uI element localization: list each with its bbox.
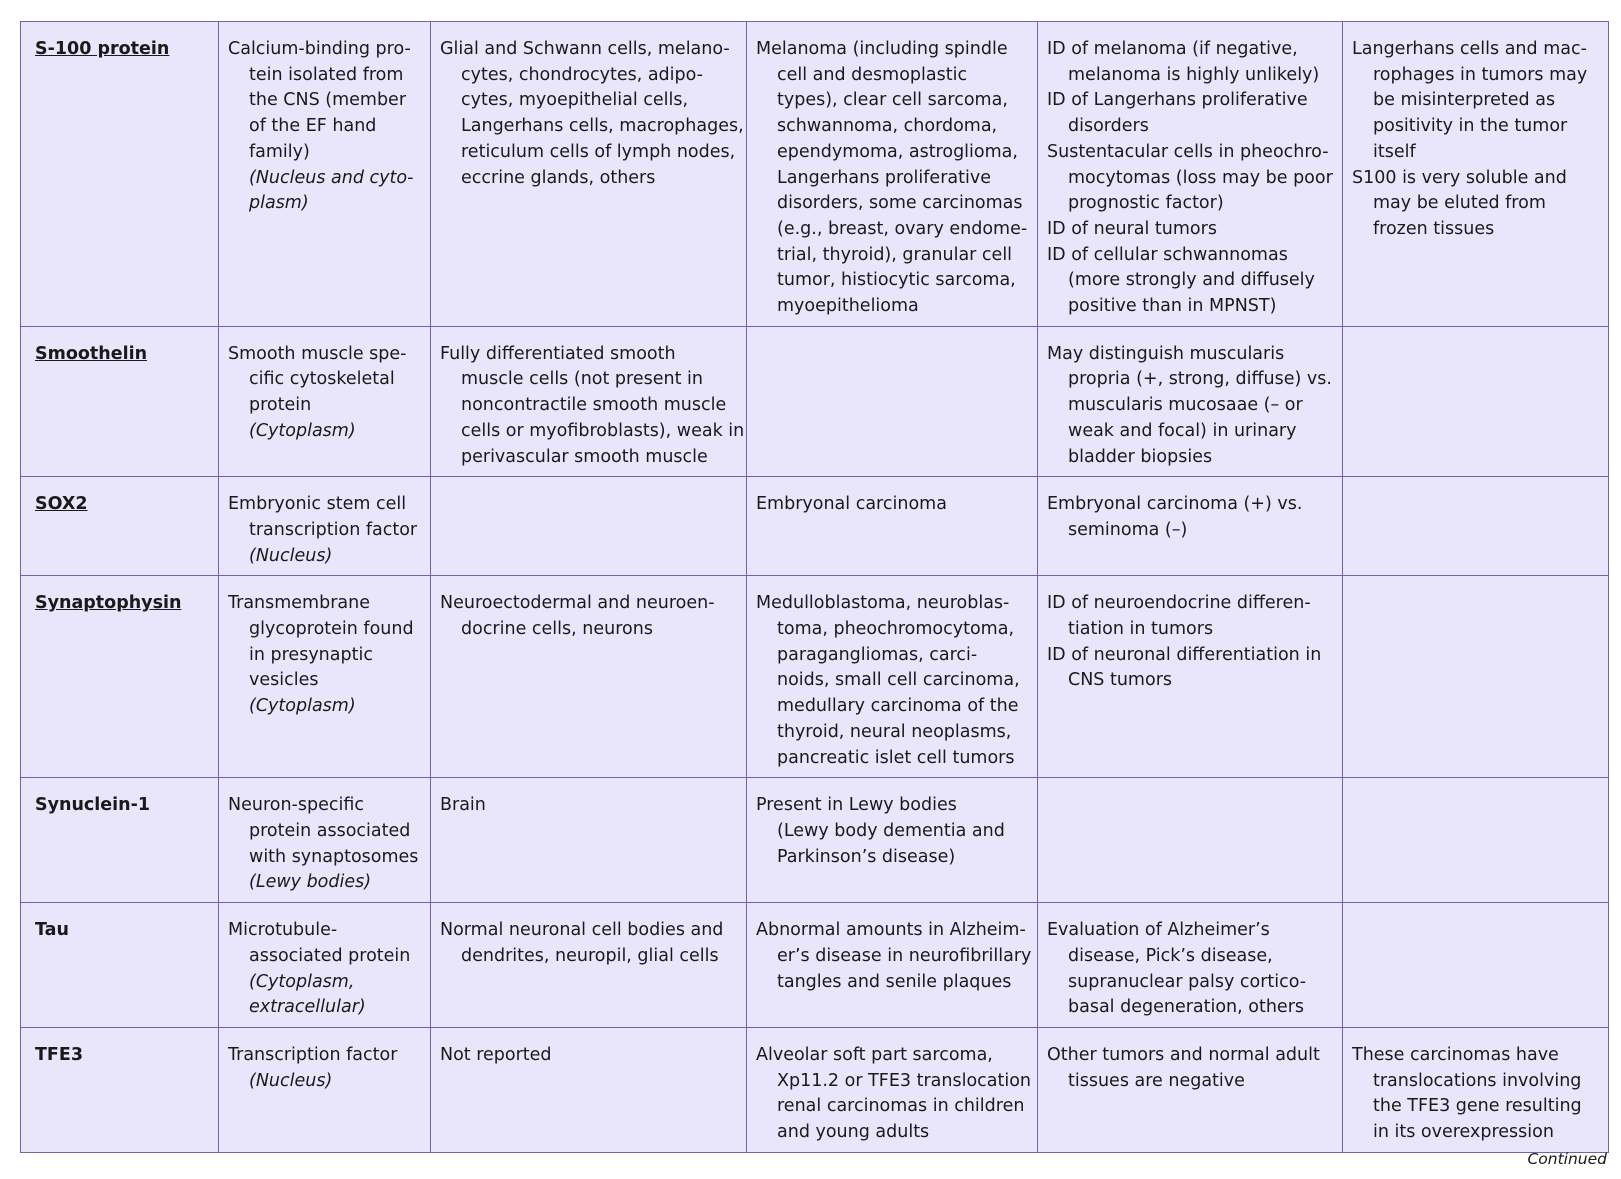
cell-text-line: seminoma (–): [1068, 519, 1188, 540]
cell-text-line: prognostic factor): [1068, 193, 1224, 214]
cell-text-line: disease, Pick’s disease,: [1068, 945, 1273, 966]
cell-text-line: cell and desmoplastic: [777, 64, 968, 85]
cell-text-line: Alveolar soft part sarcoma,: [756, 1044, 993, 1065]
cell-text-line: cytes, myoepithelial cells,: [461, 90, 689, 111]
table-row: [21, 903, 1609, 1028]
cell-text-line: Neuron-specific: [228, 795, 364, 816]
cell-text-line: ID of cellular schwannomas: [1047, 244, 1288, 265]
cell-text-line: types), clear cell sarcoma,: [777, 90, 1008, 111]
cell-text-line: ID of Langerhans proliferative: [1047, 90, 1308, 111]
marker-name-cell: [21, 778, 219, 903]
cell-text-line: supranuclear palsy cortico-: [1068, 971, 1307, 992]
cell-text-line: Not reported: [440, 1044, 552, 1065]
cell-text-line: Glial and Schwann cells, melano-: [440, 39, 730, 59]
cell-text-line: (Nucleus): [249, 1070, 333, 1091]
cell-text-line: ID of neuronal differentiation in: [1047, 644, 1322, 665]
cell-text-line: positive than in MPNST): [1068, 296, 1277, 317]
uses-cell: [1038, 778, 1343, 903]
cell-text-line: cific cytoskeletal: [249, 369, 395, 390]
cell-text-line: the TFE3 gene resulting: [1373, 1096, 1582, 1117]
cell-text-line: translocations involving: [1373, 1070, 1582, 1091]
cell-text-line: in presynaptic: [249, 644, 373, 665]
cell-text-line: disorders: [1068, 116, 1149, 137]
cell-text-line: paragangliomas, carci-: [777, 644, 978, 665]
cell-text-line: extracellular): [249, 997, 366, 1018]
cell-text-line: frozen tissues: [1373, 218, 1495, 239]
uses-cell: [1038, 477, 1343, 576]
cell-text-line: tissues are negative: [1068, 1070, 1245, 1091]
cell-text-line: be misinterpreted as: [1373, 90, 1556, 111]
cell-text-line: the CNS (member: [249, 90, 407, 111]
uses-cell: [1038, 1027, 1343, 1152]
continued-label: Continued: [1527, 1150, 1607, 1168]
table-body: [21, 22, 1609, 1153]
cell-text-line: (Lewy body dementia and: [777, 820, 1005, 841]
cell-text-line: Embryonic stem cell: [228, 494, 407, 515]
cell-text-line: er’s disease in neurofibrillary: [777, 945, 1032, 966]
tumors-cell: [747, 778, 1038, 903]
cell-text-line: Parkinson’s disease): [777, 846, 956, 867]
cell-text-line: Other tumors and normal adult: [1047, 1044, 1320, 1065]
description-cell: [219, 1027, 431, 1152]
cell-text-line: bladder biopsies: [1068, 446, 1213, 467]
cell-text-line: (Nucleus and cyto-: [249, 167, 414, 188]
table-row: [21, 576, 1609, 778]
cell-text-line: eccrine glands, others: [461, 167, 656, 188]
uses-cell: [1038, 903, 1343, 1028]
cell-text-line: myoepithelioma: [777, 296, 919, 317]
cell-text-line: itself: [1373, 141, 1416, 162]
cell-text-line: Langerhans cells, macrophages,: [461, 116, 744, 137]
cell-text-line: cells or myofibroblasts), weak in: [461, 420, 745, 441]
cell-text-line: S100 is very soluble and: [1352, 167, 1567, 188]
cell-text-line: reticulum cells of lymph nodes,: [461, 141, 736, 162]
pitfalls-cell: [1343, 576, 1609, 778]
cell-text-line: ID of neural tumors: [1047, 218, 1217, 239]
tumors-cell: [747, 326, 1038, 477]
description-cell: [219, 22, 431, 327]
cell-text-line: of the EF hand: [249, 116, 377, 137]
cell-text-line: perivascular smooth muscle: [461, 446, 708, 467]
cell-text-line: (more strongly and diffusely: [1068, 270, 1315, 291]
uses-cell: [1038, 326, 1343, 477]
cell-text-line: toma, pheochromocytoma,: [777, 619, 1015, 640]
marker-name: Synuclein-1: [35, 795, 151, 816]
cell-text-line: tiation in tumors: [1068, 619, 1214, 640]
cell-text-line: transcription factor: [249, 519, 418, 540]
cell-text-line: mocytomas (loss may be poor: [1068, 167, 1333, 188]
table-row: [21, 778, 1609, 903]
cell-text-line: Transmembrane: [228, 593, 370, 614]
cell-text-line: ependymoma, astroglioma,: [777, 141, 1018, 162]
cell-text-line: plasm): [249, 193, 309, 214]
cell-text-line: trial, thyroid), granular cell: [777, 244, 1013, 265]
cell-text-line: These carcinomas have: [1352, 1044, 1559, 1065]
description-cell: [219, 576, 431, 778]
cell-text-line: muscle cells (not present in: [461, 369, 703, 390]
cell-text-line: rophages in tumors may: [1373, 64, 1588, 85]
cell-text-line: ID of melanoma (if negative,: [1047, 39, 1298, 59]
cell-text-line: (Cytoplasm): [249, 420, 356, 441]
cell-text-line: cytes, chondrocytes, adipo-: [461, 64, 703, 85]
cell-text-line: noncontractile smooth muscle: [461, 395, 727, 416]
marker-name: S-100 protein: [35, 39, 170, 59]
cell-text-line: Neuroectodermal and neuroen-: [440, 593, 715, 614]
pitfalls-cell: [1343, 1027, 1609, 1152]
marker-name: SOX2: [35, 494, 88, 515]
cell-text-line: Xp11.2 or TFE3 translocation: [777, 1070, 1032, 1091]
cell-text-line: Sustentacular cells in pheochro-: [1047, 141, 1329, 162]
tumors-cell: [747, 1027, 1038, 1152]
cell-text-line: ID of neuroendocrine differen-: [1047, 593, 1311, 614]
cell-text-line: thyroid, neural neoplasms,: [777, 721, 1012, 742]
marker-name-cell: [21, 1027, 219, 1152]
cell-text-line: basal degeneration, others: [1068, 997, 1305, 1018]
pitfalls-cell: [1343, 778, 1609, 903]
normal-distribution-cell: [431, 903, 747, 1028]
cell-text-line: Langerhans cells and mac-: [1352, 39, 1587, 59]
marker-name: Tau: [35, 920, 69, 941]
marker-name: TFE3: [35, 1044, 84, 1065]
cell-text-line: Langerhans proliferative: [777, 167, 991, 188]
cell-text-line: (Cytoplasm): [249, 696, 356, 717]
pitfalls-cell: [1343, 903, 1609, 1028]
cell-text-line: medullary carcinoma of the: [777, 696, 1019, 717]
cell-text-line: docrine cells, neurons: [461, 619, 653, 640]
marker-name-cell: [21, 576, 219, 778]
cell-text-line: noids, small cell carcinoma,: [777, 670, 1020, 691]
cell-text-line: pancreatic islet cell tumors: [777, 747, 1015, 768]
cell-text-line: Embryonal carcinoma: [756, 494, 947, 515]
tumors-cell: [747, 477, 1038, 576]
cell-text-line: Evaluation of Alzheimer’s: [1047, 920, 1270, 941]
cell-text-line: Abnormal amounts in Alzheim-: [756, 920, 1026, 941]
tumors-cell: [747, 22, 1038, 327]
description-cell: [219, 903, 431, 1028]
normal-distribution-cell: [431, 778, 747, 903]
cell-text-line: disorders, some carcinomas: [777, 193, 1023, 214]
normal-distribution-cell: [431, 22, 747, 327]
cell-text-line: and young adults: [777, 1122, 930, 1143]
cell-text-line: Embryonal carcinoma (+) vs.: [1047, 494, 1303, 515]
cell-text-line: (Nucleus): [249, 545, 333, 566]
pitfalls-cell: [1343, 477, 1609, 576]
cell-text-line: Present in Lewy bodies: [756, 795, 957, 816]
cell-text-line: Smooth muscle spe-: [228, 343, 407, 364]
cell-text-line: in its overexpression: [1373, 1122, 1554, 1143]
cell-text-line: renal carcinomas in children: [777, 1096, 1025, 1117]
description-cell: [219, 326, 431, 477]
cell-text-line: positivity in the tumor: [1373, 116, 1568, 137]
pitfalls-cell: [1343, 22, 1609, 327]
cell-text-line: associated protein: [249, 945, 411, 966]
description-cell: [219, 477, 431, 576]
cell-text-line: Fully differentiated smooth: [440, 343, 676, 364]
cell-text-line: Melanoma (including spindle: [756, 39, 1008, 59]
cell-text-line: protein: [249, 395, 312, 416]
marker-name-cell: [21, 903, 219, 1028]
cell-text-line: CNS tumors: [1068, 670, 1173, 691]
cell-text-line: tumor, histiocytic sarcoma,: [777, 270, 1016, 291]
cell-text-line: weak and focal) in urinary: [1068, 420, 1297, 441]
cell-text-line: vesicles: [249, 670, 319, 691]
description-cell: [219, 778, 431, 903]
cell-text-line: tangles and senile plaques: [777, 971, 1012, 992]
cell-text-line: melanoma is highly unlikely): [1068, 64, 1320, 85]
marker-name-cell: [21, 22, 219, 327]
cell-text-line: may be eluted from: [1373, 193, 1546, 214]
table-row: [21, 22, 1609, 327]
cell-text-line: Transcription factor: [228, 1044, 398, 1065]
cell-text-line: Calcium-binding pro-: [228, 39, 411, 59]
uses-cell: [1038, 576, 1343, 778]
cell-text-line: schwannoma, chordoma,: [777, 116, 998, 137]
cell-text-line: Microtubule-: [228, 920, 338, 941]
table-row: [21, 477, 1609, 576]
cell-text-line: Brain: [440, 795, 486, 816]
normal-distribution-cell: [431, 326, 747, 477]
cell-text-line: (Lewy bodies): [249, 872, 372, 893]
cell-text-line: muscularis mucosaae (– or: [1068, 395, 1303, 416]
marker-name-cell: [21, 477, 219, 576]
cell-text-line: family): [249, 141, 310, 162]
marker-table: [20, 21, 1609, 1153]
cell-text-line: glycoprotein found: [249, 619, 414, 640]
table-row: [21, 326, 1609, 477]
normal-distribution-cell: [431, 576, 747, 778]
normal-distribution-cell: [431, 477, 747, 576]
cell-text-line: protein associated: [249, 820, 411, 841]
cell-text-line: propria (+, strong, diffuse) vs.: [1068, 369, 1332, 390]
pitfalls-cell: [1343, 326, 1609, 477]
marker-name-cell: [21, 326, 219, 477]
marker-name: Synaptophysin: [35, 593, 182, 614]
normal-distribution-cell: [431, 1027, 747, 1152]
cell-text-line: (e.g., breast, ovary endome-: [777, 218, 1028, 239]
cell-text-line: tein isolated from: [249, 64, 404, 85]
table-row: [21, 1027, 1609, 1152]
tumors-cell: [747, 903, 1038, 1028]
cell-text-line: dendrites, neuropil, glial cells: [461, 945, 719, 966]
marker-name: Smoothelin: [35, 343, 148, 364]
cell-text-line: Normal neuronal cell bodies and: [440, 920, 724, 941]
cell-text-line: May distinguish muscularis: [1047, 343, 1285, 364]
tumors-cell: [747, 576, 1038, 778]
cell-text-line: Medulloblastoma, neuroblas-: [756, 593, 1010, 614]
cell-text-line: with synaptosomes: [249, 846, 419, 867]
cell-text-line: (Cytoplasm,: [249, 971, 355, 992]
uses-cell: [1038, 22, 1343, 327]
